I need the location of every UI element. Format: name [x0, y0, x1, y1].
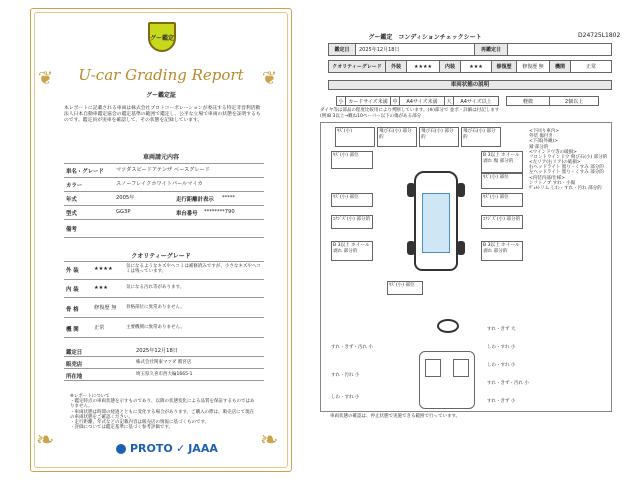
date-cell: 2025年12月18日: [355, 43, 475, 56]
interior-note: すれ・きず・汚れ 小: [331, 345, 373, 350]
interior-note: すれ・汚れ 小: [331, 373, 360, 378]
side-notes: [529, 129, 609, 191]
car-name-label: 車名・グレード: [66, 169, 104, 175]
grading-certificate: [30, 8, 292, 472]
year-value: 2005年: [116, 195, 135, 201]
side-note: <下回り車内>: [529, 129, 560, 134]
proto-mark-icon: [116, 444, 126, 454]
state-title: 車両状態の説明: [328, 80, 612, 90]
side-note: <左リア(右リア)の破損>: [529, 160, 581, 166]
engine-label: 機 関: [66, 327, 79, 333]
certificate-intro: 本レポートに記載される車両は株式会社プロトコーポレーションが委託する特定非営利活動法人日本自動車鑑定協会の鑑定基準の範囲で鑑定し、公平な立場で車両の状態を証明するものです。鑑定員が実車を確認して、その状態を記録しています。: [64, 106, 261, 123]
side-note: 右ヘッドライト 曇り・くすみ 部分的: [529, 165, 604, 171]
year-label: 年式: [66, 197, 77, 203]
seat-icon: [453, 359, 469, 377]
document-code: D24725L1802: [578, 32, 621, 39]
legend-multiple: 2個以上: [549, 96, 599, 106]
model-label: 型式: [66, 211, 77, 217]
damage-note: 飛び石(小) 部分的: [419, 127, 459, 147]
recheck-header: 再鑑定日: [474, 43, 508, 56]
damage-note: ｴｸｼﾞｽﾞ(小) 部分的: [481, 215, 523, 229]
note-item: ・鑑定時点の車両状態を示すものであり、以降の状態変化による品質を保証するものではありません。: [70, 399, 255, 410]
report-notes: [70, 394, 256, 430]
legend-minor: 軽微: [506, 96, 550, 106]
sheet-title: グー鑑定 コンディションチェックシート: [368, 34, 482, 41]
vehicle-info-table: [64, 163, 264, 239]
engine-desc: 主要機関に異常ありません。: [126, 325, 185, 330]
interior-note: すれ・きず 大: [487, 327, 516, 332]
side-note: 錆 部分的: [529, 144, 549, 150]
damage-note: ｷｽﾞ(小) 部位: [331, 193, 373, 207]
appraisal-date: 2025年12月18日: [136, 348, 178, 354]
side-note: 外装 傷付き: [529, 134, 553, 140]
interior-note: しわ・すれ 小: [487, 363, 516, 368]
engine-val: 正常: [570, 60, 612, 73]
damage-note: ｷｽﾞ(小): [335, 127, 375, 147]
exterior-desc: 気になるようなキズやヘコミは補修済みですが、小さなキズやヘコミは残っています。: [126, 264, 261, 275]
flourish-icon: ❧: [36, 428, 55, 453]
interior-note: しわ・すれ 小: [487, 345, 516, 350]
repair-col: 修復歴: [491, 60, 517, 73]
wheel-front-left: [407, 183, 415, 197]
side-note: 左ヘッドライト 曇り・くすみ 部分的: [529, 170, 604, 176]
shop-name: 株式会社関東マツダ 鷲宮店: [136, 360, 192, 365]
side-note: <下部(外観)>: [529, 139, 559, 145]
note-item: ・評価については鑑定基準に基づく参考評価です。: [70, 425, 174, 431]
exterior-col: 外装: [385, 60, 407, 73]
jaaa-text: JAAA: [188, 442, 218, 455]
flourish-icon: ❧: [260, 428, 279, 453]
flourish-icon: ❦: [262, 68, 278, 89]
chassis-value: ********790: [204, 209, 235, 215]
car-roof-glass: [422, 193, 450, 253]
footer-note: 車両状態の確認は、停止状態で実施できる範囲で行っています。: [330, 414, 461, 419]
jaaa-logo: [176, 442, 218, 455]
proto-text: PROTO: [130, 442, 173, 455]
damage-note: ｷｽﾞ(小) 部位: [481, 193, 523, 207]
side-note: <ウインドウ等の破損>: [529, 149, 577, 155]
interior-note: しわ・すれ 小: [331, 395, 360, 400]
mileage-label: 走行距離計表示: [176, 197, 214, 203]
legend-large: 大: [444, 96, 454, 106]
legend-medium: 中: [390, 96, 400, 106]
exterior-val: ★★★★: [406, 60, 440, 73]
frame-value: 修復歴 無: [94, 305, 117, 311]
seat-icon: [425, 359, 441, 377]
remarks-label: 備考: [66, 227, 77, 233]
quality-grade-header: クオリティーグレード: [328, 60, 386, 73]
wheel-front-right: [457, 183, 465, 197]
damage-diagram: [320, 122, 612, 412]
notes-title: ※レポートについて: [70, 394, 110, 399]
color-label: カラー: [66, 183, 83, 189]
interior-desc: 気になる汚れ等があります。: [126, 285, 185, 290]
steering-wheel-icon: [437, 319, 459, 333]
exterior-stars: ★★★★: [94, 266, 113, 272]
interior-col: 内装: [439, 60, 461, 73]
appraisal-date-label: 鑑定日: [66, 350, 83, 356]
damage-legend: [336, 96, 604, 106]
quality-grade-table: [64, 261, 264, 343]
side-note: シフトノブ すれ・小傷: [529, 180, 576, 186]
legend-small-desc: カードサイズ未満: [345, 96, 391, 106]
badge-label: グー鑑定: [150, 34, 175, 42]
model-value: GG3P: [116, 209, 131, 215]
recheck-cell: [507, 43, 612, 56]
legend-medium-desc: A4サイズ未満: [399, 96, 445, 106]
wheel-rear-left: [407, 241, 415, 255]
goo-badge-icon: [148, 22, 176, 52]
damage-note: 飛び石(小) 部分的: [377, 127, 417, 147]
interior-stars: ★★★: [94, 285, 108, 291]
interior-note: すれ・きず 小: [487, 399, 516, 404]
legend-note: ダイヤ等は部品の程度比較用により判断しています。(※)部分で 並ボ・詳細は付記します: [320, 108, 500, 113]
mileage-value: *****: [222, 195, 235, 201]
proto-logo: [116, 442, 173, 455]
car-name-value: マツダスピードアテンザ ベースグレード: [116, 167, 210, 173]
wheel-rear-right: [457, 241, 465, 255]
engine-value: 正常: [94, 325, 105, 331]
certificate-subtitle: グー鑑定証: [145, 92, 176, 99]
note-item: ・走行距離、年式などの記載内容は販売店の情報に基づくものです。: [70, 419, 210, 425]
interior-note: すれ・きず・汚れ 小: [487, 381, 529, 386]
damage-note: ｷｽﾞ(小) 部位: [387, 281, 423, 295]
frame-desc: 骨格部位に異常ありません。: [126, 305, 185, 310]
interior-val: ★★★: [460, 60, 492, 73]
shop-address: 埼玉県久喜市西大輪1665-1: [136, 372, 193, 377]
frame-label: 骨 格: [66, 307, 79, 313]
address-label: 所在地: [66, 374, 83, 380]
jaaa-mark-icon: ✓: [176, 442, 186, 455]
side-note: フロントウインドウ 飛び石(小) 部分的: [529, 154, 608, 160]
engine-col: 機関: [549, 60, 571, 73]
side-note: ｳﾞｪﾙﾄリム しわ・すれ・汚れ 部分的: [529, 185, 602, 191]
certificate-title: U-car Grading Report: [78, 66, 244, 84]
interior-label: 内 装: [66, 287, 79, 293]
grade-section-title: クオリティーグレード: [131, 253, 191, 260]
chassis-label: 車台番号: [176, 211, 198, 217]
damage-note: B 3以上 ホイール 剥れ 部分的: [331, 241, 373, 261]
color-value: スノーフレイクホワイトパールマイカ: [116, 181, 203, 187]
repair-val: 修復歴 無: [516, 60, 550, 73]
vehicle-section-title: 車両請元内容: [142, 154, 179, 161]
shop-label: 販売店: [66, 362, 83, 368]
dealer-info: [64, 348, 264, 390]
damage-note: B 3以上 ホイール 剥れ 傷 部分的: [481, 151, 523, 173]
damage-note: ｷｽﾞ(小) 部位: [331, 151, 373, 169]
legend-large-desc: A4サイズ以上: [453, 96, 499, 106]
damage-note: 飛び石(小) 部分的: [461, 127, 501, 147]
legend-small: 小: [336, 96, 346, 106]
damage-note: ｷｽﾞ(小) 部位: [481, 173, 523, 189]
date-header: 鑑定日: [328, 43, 356, 56]
side-note: <内装内部/仕様>: [529, 175, 566, 181]
legend-example: (例)B 3以上→概ね10ペーパー以下の傷がある部分: [320, 114, 422, 119]
check-sheet-header: [328, 43, 612, 85]
exterior-label: 外 装: [66, 268, 79, 274]
damage-note: ｴｸｼﾞｽﾞ(小) 部分的: [331, 215, 373, 229]
flourish-icon: ❦: [38, 68, 54, 89]
note-item: ・車両状態は時間の経過とともに変化する場合があります。ご購入の際は、販売店にて現在の車両状態をご確認ください。: [70, 409, 255, 420]
damage-note: B 3以上 ホイール 剥れ 部分的: [481, 241, 523, 261]
